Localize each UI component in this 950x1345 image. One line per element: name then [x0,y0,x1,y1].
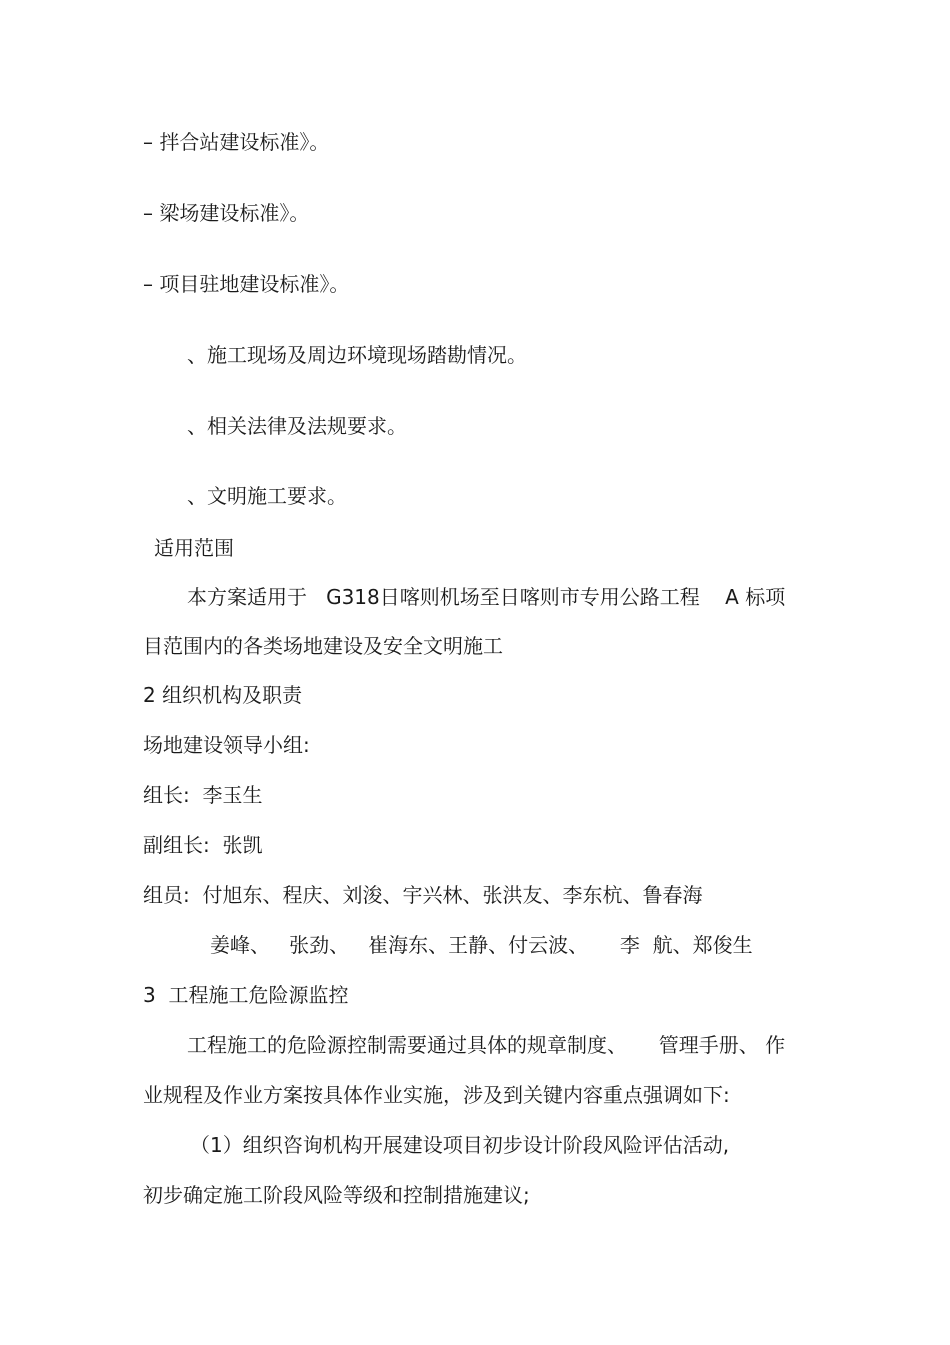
section-heading-hazard-control: 3 工程施工危险源监控 [143,983,349,1007]
numbered-item-1-line-2: 初步确定施工阶段风险等级和控制措施建议; [143,1183,530,1207]
section-heading-organization: 2 组织机构及职责 [143,683,303,707]
paragraph-hazard-line-2: 业规程及作业方案按具体作业实施，涉及到关键内容重点强调如下: [143,1083,730,1107]
numbered-item-1-line-1: （1）组织咨询机构开展建设项目初步设计阶段风险评估活动, [190,1133,730,1157]
paragraph-hazard-line-1: 工程施工的危险源控制需要通过具体的规章制度、 管理手册、 作 [187,1033,786,1057]
deputy-group-leader: 副组长: 张凯 [143,833,263,857]
section-heading-scope: 适用范围 [154,536,234,560]
leadership-group-label: 场地建设领导小组: [143,733,310,757]
list-item-civilized-construction: 、文明施工要求。 [187,484,347,508]
group-members-line-2: 姜峰、 张劲、 崔海东、王静、付云波、 李 航、郑俊生 [210,933,753,957]
paragraph-scope-line-1: 本方案适用于 G318日喀则机场至日喀则市专用公路工程 A 标项 [187,585,786,609]
list-item-beam-yard-standard: – 梁场建设标准》。 [143,201,310,225]
list-item-laws-regulations: 、相关法律及法规要求。 [187,414,407,438]
list-item-site-survey: 、施工现场及周边环境现场踏勘情况。 [187,343,527,367]
paragraph-scope-line-2: 目范围内的各类场地建设及安全文明施工 [143,634,503,658]
list-item-project-camp-standard: – 项目驻地建设标准》。 [143,272,350,296]
group-members-line-1: 组员: 付旭东、程庆、刘浚、宇兴林、张洪友、李东杭、鲁春海 [143,883,703,907]
group-leader: 组长: 李玉生 [143,783,263,807]
list-item-mixing-station-standard: – 拌合站建设标准》。 [143,130,330,154]
